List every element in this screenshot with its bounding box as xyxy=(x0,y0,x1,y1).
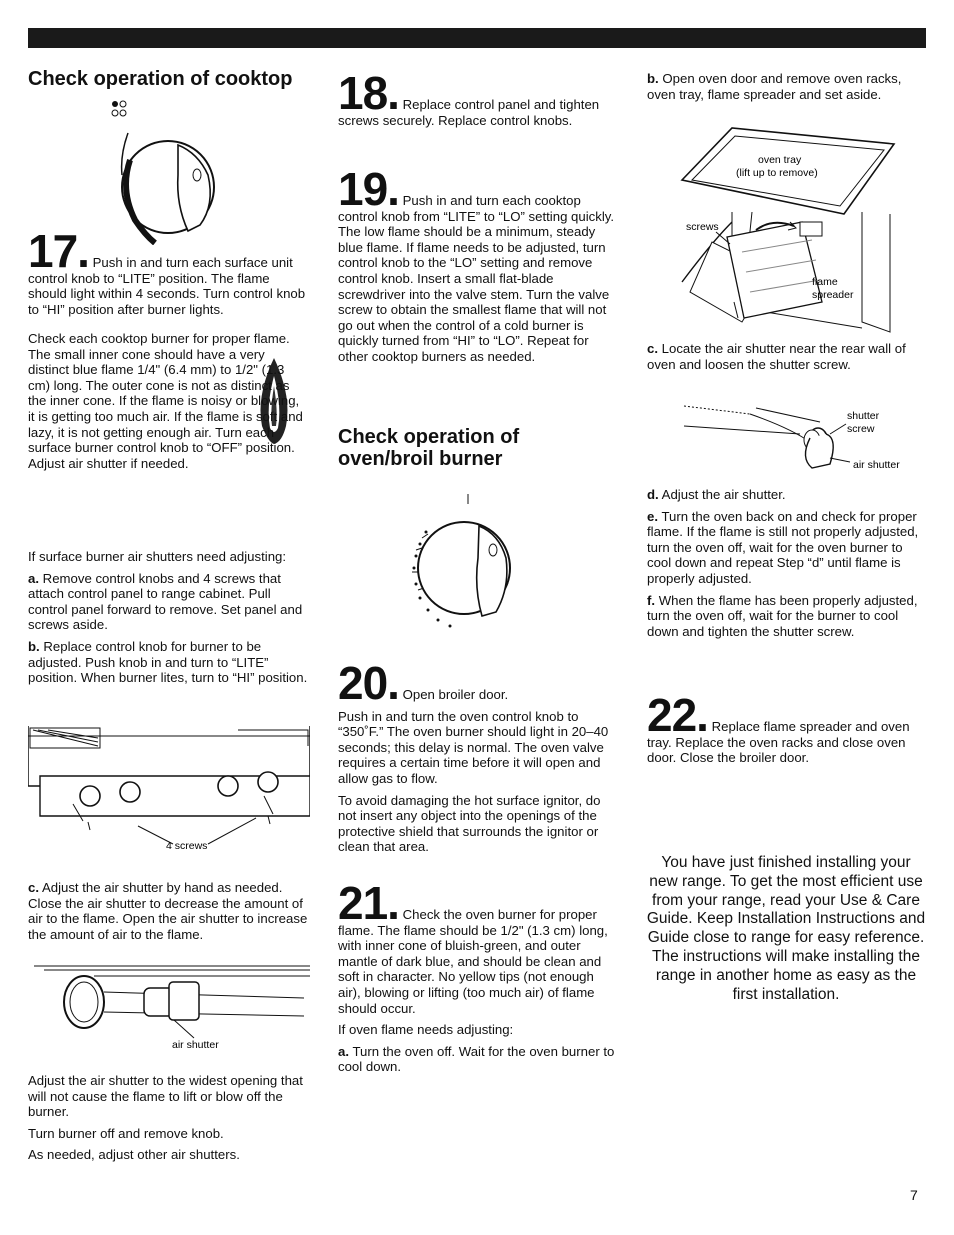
step-21 xyxy=(338,877,618,1081)
step-20 xyxy=(338,657,618,861)
oven-step-d-label: d. xyxy=(647,487,659,502)
oven-step-b-label: b. xyxy=(647,71,659,86)
step-19-text: Push in and turn each cooktop control knob from “LITE” to “LO” setting quickly. The low flame should be a minimum, steady blue flame. If flame needs to be adjusted, turn control knob to the “LO” setting and remove control knob. Insert a small flat-blade screwdriver into the valve stem. Turn the valve screw to obtain the smallest flame that will not go out when the control of a cold burner is quickly turned from “HI” to “LO”. Repeat for other cooktop burners as needed. xyxy=(338,193,615,364)
step-17 xyxy=(28,225,308,317)
after-note-2: Turn burner off and remove knob. xyxy=(28,1125,224,1141)
shutter-screw-illustration xyxy=(680,398,912,478)
step-20-para-1: Push in and turn the oven control knob to “350˚F.” The oven burner should light in 20–40 seconds; this delay is normal. The oven valve requires a certain time before it will open and allow gas to flow. xyxy=(338,708,609,786)
flame-check xyxy=(28,331,308,477)
step-22-number: 22. xyxy=(647,689,708,741)
step-b-label: b. xyxy=(28,638,40,654)
step-17-text: Push in and turn each surface unit control knob to “LITE” position. The flame should light within 4 seconds. Turn control knob to “HI” position after burner lights. xyxy=(28,255,306,317)
left-column xyxy=(28,68,310,90)
left-closing-notes xyxy=(28,1073,310,1169)
step-18-text: Replace control panel and tighten screws securely. Replace control knobs. xyxy=(338,97,600,128)
header-bar xyxy=(28,28,926,48)
cooktop-heading: Check operation of cooktop xyxy=(28,68,293,90)
oven-step-a-label: a. xyxy=(338,1043,349,1059)
closing-message: You have just finished installing your new range. To get the most efficient use from your range, read your Use & Care Guide. Keep Installation Instructions and Guide close to range for easy reference. The instructions will make installing the range in another home as easy as the first installation. xyxy=(646,854,926,1003)
oven-step-b xyxy=(647,71,925,108)
step-19-number: 19. xyxy=(338,163,399,215)
air-shutter-label: air shutter xyxy=(853,459,900,471)
step-19 xyxy=(338,163,618,365)
shutter-screw-caption-2: screw xyxy=(847,423,875,435)
oven-heading-block xyxy=(338,426,578,470)
step-21-number: 21. xyxy=(338,877,399,929)
shutters-section xyxy=(28,549,308,692)
screws-label: screws xyxy=(686,221,719,233)
step-a-label: a. xyxy=(28,570,39,586)
step-b-text: Replace control knob for burner to be adjusted. Push knob in and turn to “LITE” position. When burner lites, turn to “HI” position. xyxy=(28,638,308,686)
air-shutter-caption: air shutter xyxy=(172,1039,219,1051)
page-number: 7 xyxy=(910,1187,918,1203)
step-21-para: If oven flame needs adjusting: xyxy=(338,1022,514,1038)
air-shutter-illustration xyxy=(34,960,310,1056)
spreader-caption-1: flame xyxy=(812,276,838,288)
step-20-para-2: To avoid damaging the hot surface ignitor, do not insert any object into the openings of the protective shield that surrounds the ignitor or clean that area. xyxy=(338,792,601,855)
oven-step-c xyxy=(647,341,925,378)
oven-step-e-text: Turn the oven back on and check for proper flame. If the flame is still not properly adjusted, turn the oven off, wait for the oven burner to cool down and repeat Step “d” until flame is properly adjusted. xyxy=(647,508,919,586)
step-18-number: 18. xyxy=(338,67,399,119)
after-note-1: Adjust the air shutter to the widest opening that will not cause the flame to lift or blow off the burner. xyxy=(28,1073,303,1120)
oven-steps-d-f xyxy=(647,487,925,645)
shutters-intro: If surface burner air shutters need adjusting: xyxy=(28,549,287,564)
step-a-text: Remove control knobs and 4 screws that attach control panel to range cabinet. Pull control panel forward to remove. Set panel and screws aside. xyxy=(28,570,303,633)
oven-step-f-text: When the flame has been properly adjusted, turn the oven off, wait for the burner to cool down and tighten the shutter screw. xyxy=(647,592,918,639)
screws-caption: 4 screws xyxy=(166,840,208,852)
step-20-text: Open broiler door. xyxy=(402,687,509,702)
control-panel-illustration xyxy=(28,726,310,854)
oven-step-f-label: f. xyxy=(647,592,656,608)
step-17-number: 17. xyxy=(28,225,89,277)
oven-step-c-text: Locate the air shutter near the rear wall of oven and loosen the shutter screw. xyxy=(647,341,906,372)
oven-step-b-text: Open oven door and remove oven racks, oven tray, flame spreader and set aside. xyxy=(647,71,902,102)
oven-knob-illustration xyxy=(404,488,524,630)
after-note-3: As needed, adjust other air shutters. xyxy=(28,1147,240,1163)
step-18 xyxy=(338,67,618,128)
spreader-caption-2: spreader xyxy=(812,289,854,301)
shutter-screw-caption-1: shutter xyxy=(847,410,880,422)
oven-step-d-text: Adjust the air shutter. xyxy=(661,487,786,502)
step-21-text: Check the oven burner for proper flame. The flame should be 1/2" (1.3 cm) long, with inner cone of bluish-green, and outer mantle of dark blue, and should be clean and soft in character. No yellow tips (not enough air), blowing or lifting (too much air) of flame should occur. xyxy=(338,907,608,1016)
step-c-text: Adjust the air shutter by hand as needed. Close the air shutter to decrease the amount of air to the flame. Open the air shutter to increase the amount of air to the flame. xyxy=(28,880,308,942)
step-22-text: Replace flame spreader and oven tray. Replace the oven racks and close oven door. Close the broiler door. xyxy=(647,719,910,766)
cooktop-knob-illustration xyxy=(100,95,230,245)
step-20-number: 20. xyxy=(338,657,399,709)
oven-step-e-label: e. xyxy=(647,508,658,524)
tray-caption-2: (lift up to remove) xyxy=(736,167,818,179)
flame-check-text: Check each cooktop burner for proper flame. The small inner cone should have a very distinct blue flame 1/4" (6.4 mm) to 1/2" (1.3 cm) long. The outer cone is not as distinct as the inner cone. If the flame is noisy or blowing, it is getting too much air. If the flame is soft and lazy, it is not getting enough air. Turn each surface burner control knob to “OFF” position. Adjust air shutter if needed. xyxy=(28,331,303,471)
tray-caption-1: oven tray xyxy=(758,154,802,166)
oven-broil-heading: Check operation of oven/broil burner xyxy=(338,426,520,470)
oven-tray-illustration xyxy=(672,122,902,338)
oven-step-c-label: c. xyxy=(647,341,658,356)
step-c-label: c. xyxy=(28,880,39,895)
step-c xyxy=(28,880,308,948)
oven-step-a-text: Turn the oven off. Wait for the oven burner to cool down. xyxy=(338,1043,615,1075)
step-22 xyxy=(647,689,925,766)
